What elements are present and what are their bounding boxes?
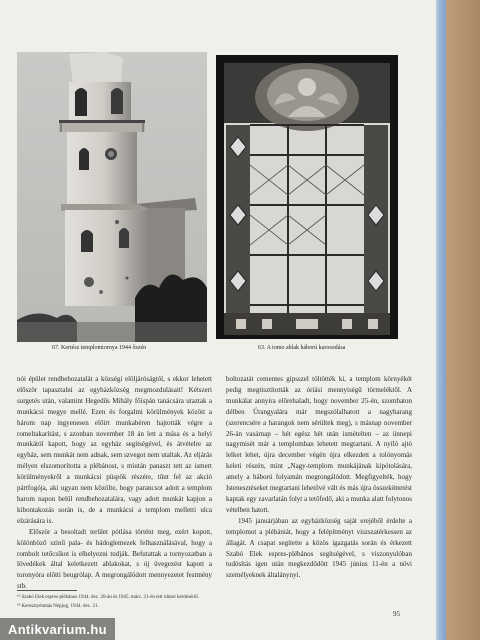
footnote-1: ⁶¹ Szabó Elek espres-plébános 1944. dec. 20-án és 1945. márc. 21-én tett idézet kérdéséről. bbox=[17, 595, 200, 600]
antikvarium-watermark: Antikvarium.hu bbox=[0, 618, 115, 640]
church-tower-photo bbox=[17, 52, 207, 342]
right-paragraph-1: boltozatát cementes gipsszel töltötték ki, a templom környékét pedig megtisztították az óriási mennyiségű törmeléktől. A munkálat annyira előrehaladt, hogy november 25-én, szombaton délben Úrangyalára már megszólalhatott a nagyharang (szerencsére a harangok nem sérültek meg), s másnap november 26-án vasárnap – hét egész hét után ismételten – az ünnepi nagymisét már a templomban lehetett megtartani. A nyíló ajtó lelket lehet, újra december végén újra elkezdett a tolónyomás keleti részén, mint „Nagy-templom munkájának kipótolására, amely a háború folyamán megrongálódott. Megfigyelték, hogy Istenesztéseket megtartani lehetővé vált és más újra összeköttetést kaptak egy zavarlatán folyt a tetőfedő, aki a munka alatt folytonos vételben hatott. bbox=[226, 375, 412, 514]
left-paragraph-1: nói épület rendbehozatalát a községi elöljáróságtól, s ekkor lehetett először tapasztalni az egyházközség megmozdulásait! Kétszeri surgetés után, valamint Hegedűs Mihály főispán tanácsára utaztak a munkácsi megye mellé. Ezen és forgalmi körülmények között a három nap ingyenesen előirt munkabéren hajtották végre a romeltakarítást, s azonban november 18 án lett a mása és a helyi munkától kapott, hogy az egyház segítségével, és átvételre az egyház, sem munkát nem adnak, sem szvegot nem utaltak. Az eljárás mélyen elszomorította a plébánost, s miután panaszt tett az ismert körülményekről a munkácsi püspök részére, tűnt fel az akció pártfogója, aki ugyan nem közölte, hogy parancsot adott a templom harom napon belül rendbehozatalára, vagy adott munkát kapjon a kibontakozás során is, de a munkácsi a templom melletti ulca elzárására is. bbox=[17, 375, 212, 525]
footnote-rule bbox=[17, 590, 77, 591]
footnote-2: ⁶² Keresztyénmás Népjog, 1944. dec. 21. bbox=[17, 604, 99, 609]
left-photo-caption: 67. Kertész templomtornya 1944 őszén bbox=[52, 345, 147, 351]
left-text-column bbox=[17, 374, 212, 592]
right-paragraph-2: 1945 januárjában az egyházközség saját erejéből érdelte a templomot a plébániát, hogy a felépítményt viszszatérkessen az állagát. A csapat segítette a közös igazgatás során és érkezett Szabó Elek espres-plébános segítségével, s viszonyulóban tudósítás igen után megkezdődött 1945 június 11-én a növi személyeknek általánynyi. bbox=[226, 516, 412, 580]
left-paragraph-2: Először a besoltadt terület pótlása történt meg, ezért kopott, kölönböző szinű pala- és bádoglemezek felhasználásával, hogy a rombolt tetőcsíkot is elhelyezni tudják. Befutattak a tornyozatban a lövedékek által keletkezett ablakokat, s új üvegezést kapott a toronyóra előtti beugrólap. A megrongálódott mennyezetet festmény stb. bbox=[17, 527, 212, 591]
right-text-column bbox=[226, 374, 412, 581]
stained-glass-photo bbox=[216, 55, 398, 339]
page-number: 95 bbox=[393, 610, 400, 618]
right-photo-caption: 63. A tomo ablak háború karosodása bbox=[258, 345, 346, 351]
